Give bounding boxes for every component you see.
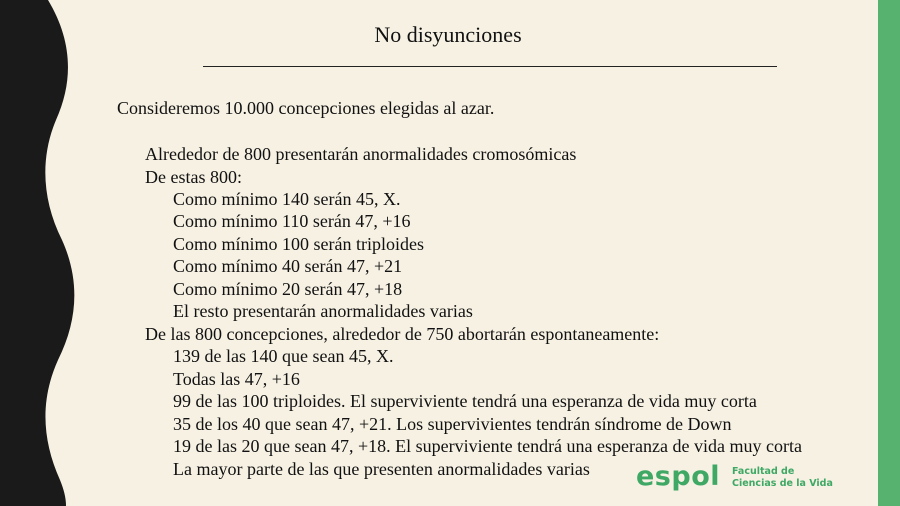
body-line: El resto presentarán anormalidades varias bbox=[173, 301, 473, 321]
body-line: La mayor parte de las que presenten anormalidades varias bbox=[173, 459, 590, 479]
body-line: Como mínimo 20 serán 47, +18 bbox=[173, 279, 403, 299]
body-line: De estas 800: bbox=[145, 167, 242, 187]
body-line: Como mínimo 100 serán triploides bbox=[173, 234, 424, 254]
body-line: De las 800 concepciones, alrededor de 750 abortarán espontaneamente: bbox=[145, 324, 660, 344]
body-line: 139 de las 140 que sean 45, X. bbox=[173, 346, 394, 366]
body-line: 19 de las 20 que sean 47, +18. El superviviente tendrá una esperanza de vida muy corta bbox=[173, 436, 802, 456]
left-wavy-band bbox=[0, 0, 80, 506]
body-line: Todas las 47, +16 bbox=[173, 369, 300, 389]
body-line: 99 de las 100 triploides. El superviviente tendrá una esperanza de vida muy corta bbox=[173, 391, 757, 411]
title-underline bbox=[203, 66, 777, 67]
body-line: Como mínimo 40 serán 47, +21 bbox=[173, 256, 403, 276]
body-line: Como mínimo 110 serán 47, +16 bbox=[173, 211, 411, 231]
intro-text: Consideremos 10.000 concepciones elegidas al azar. bbox=[117, 98, 495, 118]
body-line: Como mínimo 140 serán 45, X. bbox=[173, 189, 401, 209]
logo-faculty-line1: Facultad de bbox=[732, 466, 795, 477]
right-green-stripe bbox=[878, 0, 900, 506]
body-line: Alrededor de 800 presentarán anormalidades cromosómicas bbox=[145, 144, 577, 164]
body-line: 35 de los 40 que sean 47, +21. Los supervivientes tendrán síndrome de Down bbox=[173, 414, 732, 434]
slide-title: No disyunciones bbox=[374, 22, 522, 47]
logo-faculty-line2: Ciencias de la Vida bbox=[732, 478, 833, 489]
espol-logo bbox=[636, 462, 846, 496]
logo-wordmark: espol bbox=[636, 461, 721, 492]
